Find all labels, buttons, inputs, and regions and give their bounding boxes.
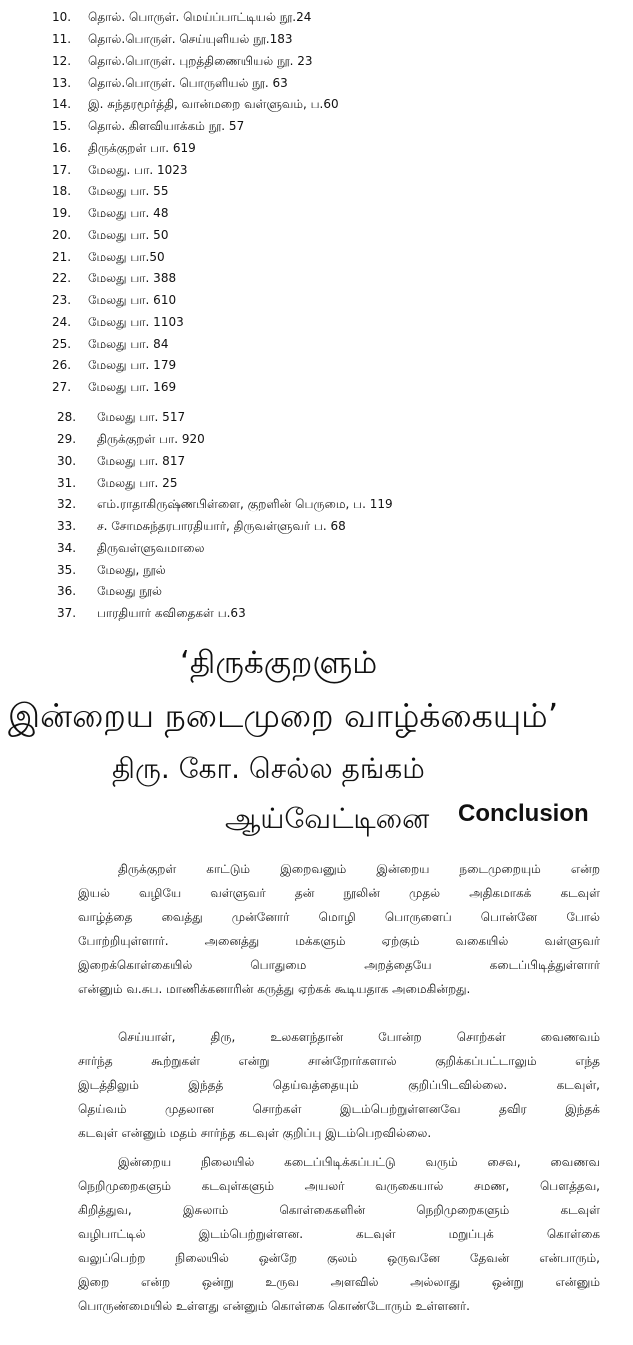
footnote-text: தொல்.பொருள். பொருளியல் நூ. 63 (88, 76, 288, 90)
footnote-number: 15. (52, 119, 72, 133)
paragraph (78, 1150, 600, 1318)
paragraph-line: இடத்திலும் இந்தத் தெய்வத்தையும் குறிப்பிடவில்லை. கடவுள், (78, 1078, 600, 1092)
footnote-number: 23. (52, 293, 72, 307)
title-line-2: இன்றைய நடைமுறை வாழ்க்கையும்’ (8, 696, 559, 735)
footnote-number: 35. (57, 563, 77, 577)
paragraph (78, 1025, 600, 1145)
footnote-text: மேலது பா. 169 (88, 380, 177, 394)
footnote-number: 19. (52, 206, 72, 220)
paragraph-line: நெறிமுறைகளும் கடவுள்களும் அயலர் வருகையால் சமண, பௌத்தவ, (78, 1179, 600, 1193)
footnote-text: மேலது பா. 55 (88, 184, 169, 198)
footnote-number: 36. (57, 584, 77, 598)
author-name: திரு. கோ. செல்ல தங்கம் (112, 752, 425, 785)
paragraph-line: கிறித்துவ, இசுலாம் கொள்கைகளின் நெறிமுறைகளும் கடவுள் (78, 1203, 600, 1217)
footnote-text: திருக்குறள் பா. 920 (97, 432, 205, 446)
thesis-label: ஆய்வேட்டினை (225, 802, 430, 835)
footnote-number: 34. (57, 541, 77, 555)
footnote-text: மேலது பா. 25 (97, 476, 178, 490)
paragraph-line: பொருண்மையில் உள்ளது என்னும் கொள்கை கொண்டோரும் உள்ளனர். (78, 1299, 470, 1313)
paragraph-line: வலுப்பெற்ற நிலையில் ஒன்றே குலம் ஒருவனே தேவன் என்பாரும், (78, 1251, 600, 1265)
footnote-text: எம்.ராதாகிருஷ்ணபிள்ளை, குறளின் பெருமை, ப. 119 (97, 497, 393, 511)
footnote-text: மேலது பா.50 (88, 250, 165, 264)
footnote-text: மேலது, நூல் (97, 563, 166, 577)
footnote-text: தொல்.பொருள். புறத்திணையியல் நூ. 23 (88, 54, 313, 68)
footnote-number: 27. (52, 380, 72, 394)
footnote-number: 21. (52, 250, 72, 264)
footnote-text: பாரதியார் கவிதைகள் ப.63 (97, 606, 246, 620)
footnote-number: 37. (57, 606, 77, 620)
footnote-text: மேலது. பா. 1023 (88, 163, 188, 177)
footnote-text: இ. சுந்தரமூர்த்தி, வான்மறை வள்ளுவம், ப.60 (88, 97, 339, 111)
paragraph-line: தெய்வம் முதலான சொற்கள் இடம்பெற்றுள்ளனவே தவிர இந்தக் (78, 1102, 600, 1116)
footnote-text: திருக்குறள் பா. 619 (88, 141, 196, 155)
footnote-number: 17. (52, 163, 72, 177)
footnote-text: தொல். பொருள். மெய்ப்பாட்டியல் நூ.24 (88, 10, 312, 24)
footnote-number: 33. (57, 519, 77, 533)
footnote-number: 25. (52, 337, 72, 351)
paragraph-line: இன்றைய நிலையில் கடைப்பிடிக்கப்பட்டு வரும் சைவ, வைணவ (118, 1155, 600, 1169)
footnote-text: மேலது பா. 179 (88, 358, 177, 372)
footnote-text: மேலது பா. 517 (97, 410, 186, 424)
footnote-number: 24. (52, 315, 72, 329)
footnote-number: 26. (52, 358, 72, 372)
paragraph-line: இயல் வழியே வள்ளுவர் தன் நூலின் முதல் அதிகமாகக் கடவுள் (78, 886, 600, 900)
footnote-number: 11. (52, 32, 72, 46)
conclusion-heading: Conclusion (458, 800, 589, 827)
paragraph-line: இறைக்கொள்கையில் பொதுமை அறத்தையே கடைப்பிடித்துள்ளார் (78, 958, 600, 972)
footnote-text: மேலது பா. 48 (88, 206, 169, 220)
footnote-text: தொல். கிளவியாக்கம் நூ. 57 (88, 119, 245, 133)
footnote-number: 20. (52, 228, 72, 242)
footnote-number: 16. (52, 141, 72, 155)
paragraph-line: போற்றியுள்ளார். அனைத்து மக்களும் ஏற்கும் வகையில் வள்ளுவர் (78, 934, 600, 948)
footnote-text: ச. சோமசுந்தரபாரதியார், திருவள்ளுவர் ப. 68 (97, 519, 346, 533)
paragraph-line: வழிபாட்டில் இடம்பெற்றுள்ளன. கடவுள் மறுப்புக் கொள்கை (78, 1227, 600, 1241)
paragraph-line: திருக்குறள் காட்டும் இறைவனும் இன்றைய நடைமுறையும் என்ற (118, 862, 600, 876)
footnote-text: மேலது பா. 1103 (88, 315, 184, 329)
title-line-1: ‘திருக்குறளும் (180, 645, 378, 681)
footnote-text: மேலது பா. 388 (88, 271, 177, 285)
footnote-text: மேலது பா. 84 (88, 337, 169, 351)
paragraph-line: சார்ந்த கூற்றுகள் என்று சான்றோர்களால் குறிக்கப்பட்டாலும் எந்த (78, 1054, 600, 1068)
footnote-text: தொல்.பொருள். செய்யுளியல் நூ.183 (88, 32, 293, 46)
footnote-number: 32. (57, 497, 77, 511)
footnote-text: திருவள்ளுவமாலை (97, 541, 205, 555)
paragraph-line: என்னும் வ.சுப. மாணிக்கனாரின் கருத்து ஏற்கக் கூடியதாக அமைகின்றது. (78, 982, 471, 996)
footnote-text: மேலது நூல் (97, 584, 162, 598)
paragraph-line: செய்யாள், திரு, உலகளந்தான் போன்ற சொற்கள் வைணவம் (118, 1030, 600, 1044)
footnote-number: 12. (52, 54, 72, 68)
footnote-number: 28. (57, 410, 77, 424)
footnote-number: 22. (52, 271, 72, 285)
paragraph (78, 857, 600, 1001)
paragraph-line: வாழ்த்தை வைத்து முன்னோர் மொழி பொருளைப் பொன்னே போல் (78, 910, 600, 924)
footnote-number: 29. (57, 432, 77, 446)
footnote-text: மேலது பா. 50 (88, 228, 169, 242)
footnote-number: 30. (57, 454, 77, 468)
footnote-number: 13. (52, 76, 72, 90)
footnote-number: 14. (52, 97, 72, 111)
footnote-number: 31. (57, 476, 77, 490)
footnote-text: மேலது பா. 610 (88, 293, 177, 307)
paragraph-line: இறை என்ற ஒன்று உருவ அளவில் அல்லாது ஒன்று என்னும் (78, 1275, 600, 1289)
footnote-number: 18. (52, 184, 72, 198)
footnote-number: 10. (52, 10, 72, 24)
footnote-text: மேலது பா. 817 (97, 454, 186, 468)
paragraph-line: கடவுள் என்னும் மதம் சார்ந்த கடவுள் குறிப்பு இடம்பெறவில்லை. (78, 1126, 432, 1140)
